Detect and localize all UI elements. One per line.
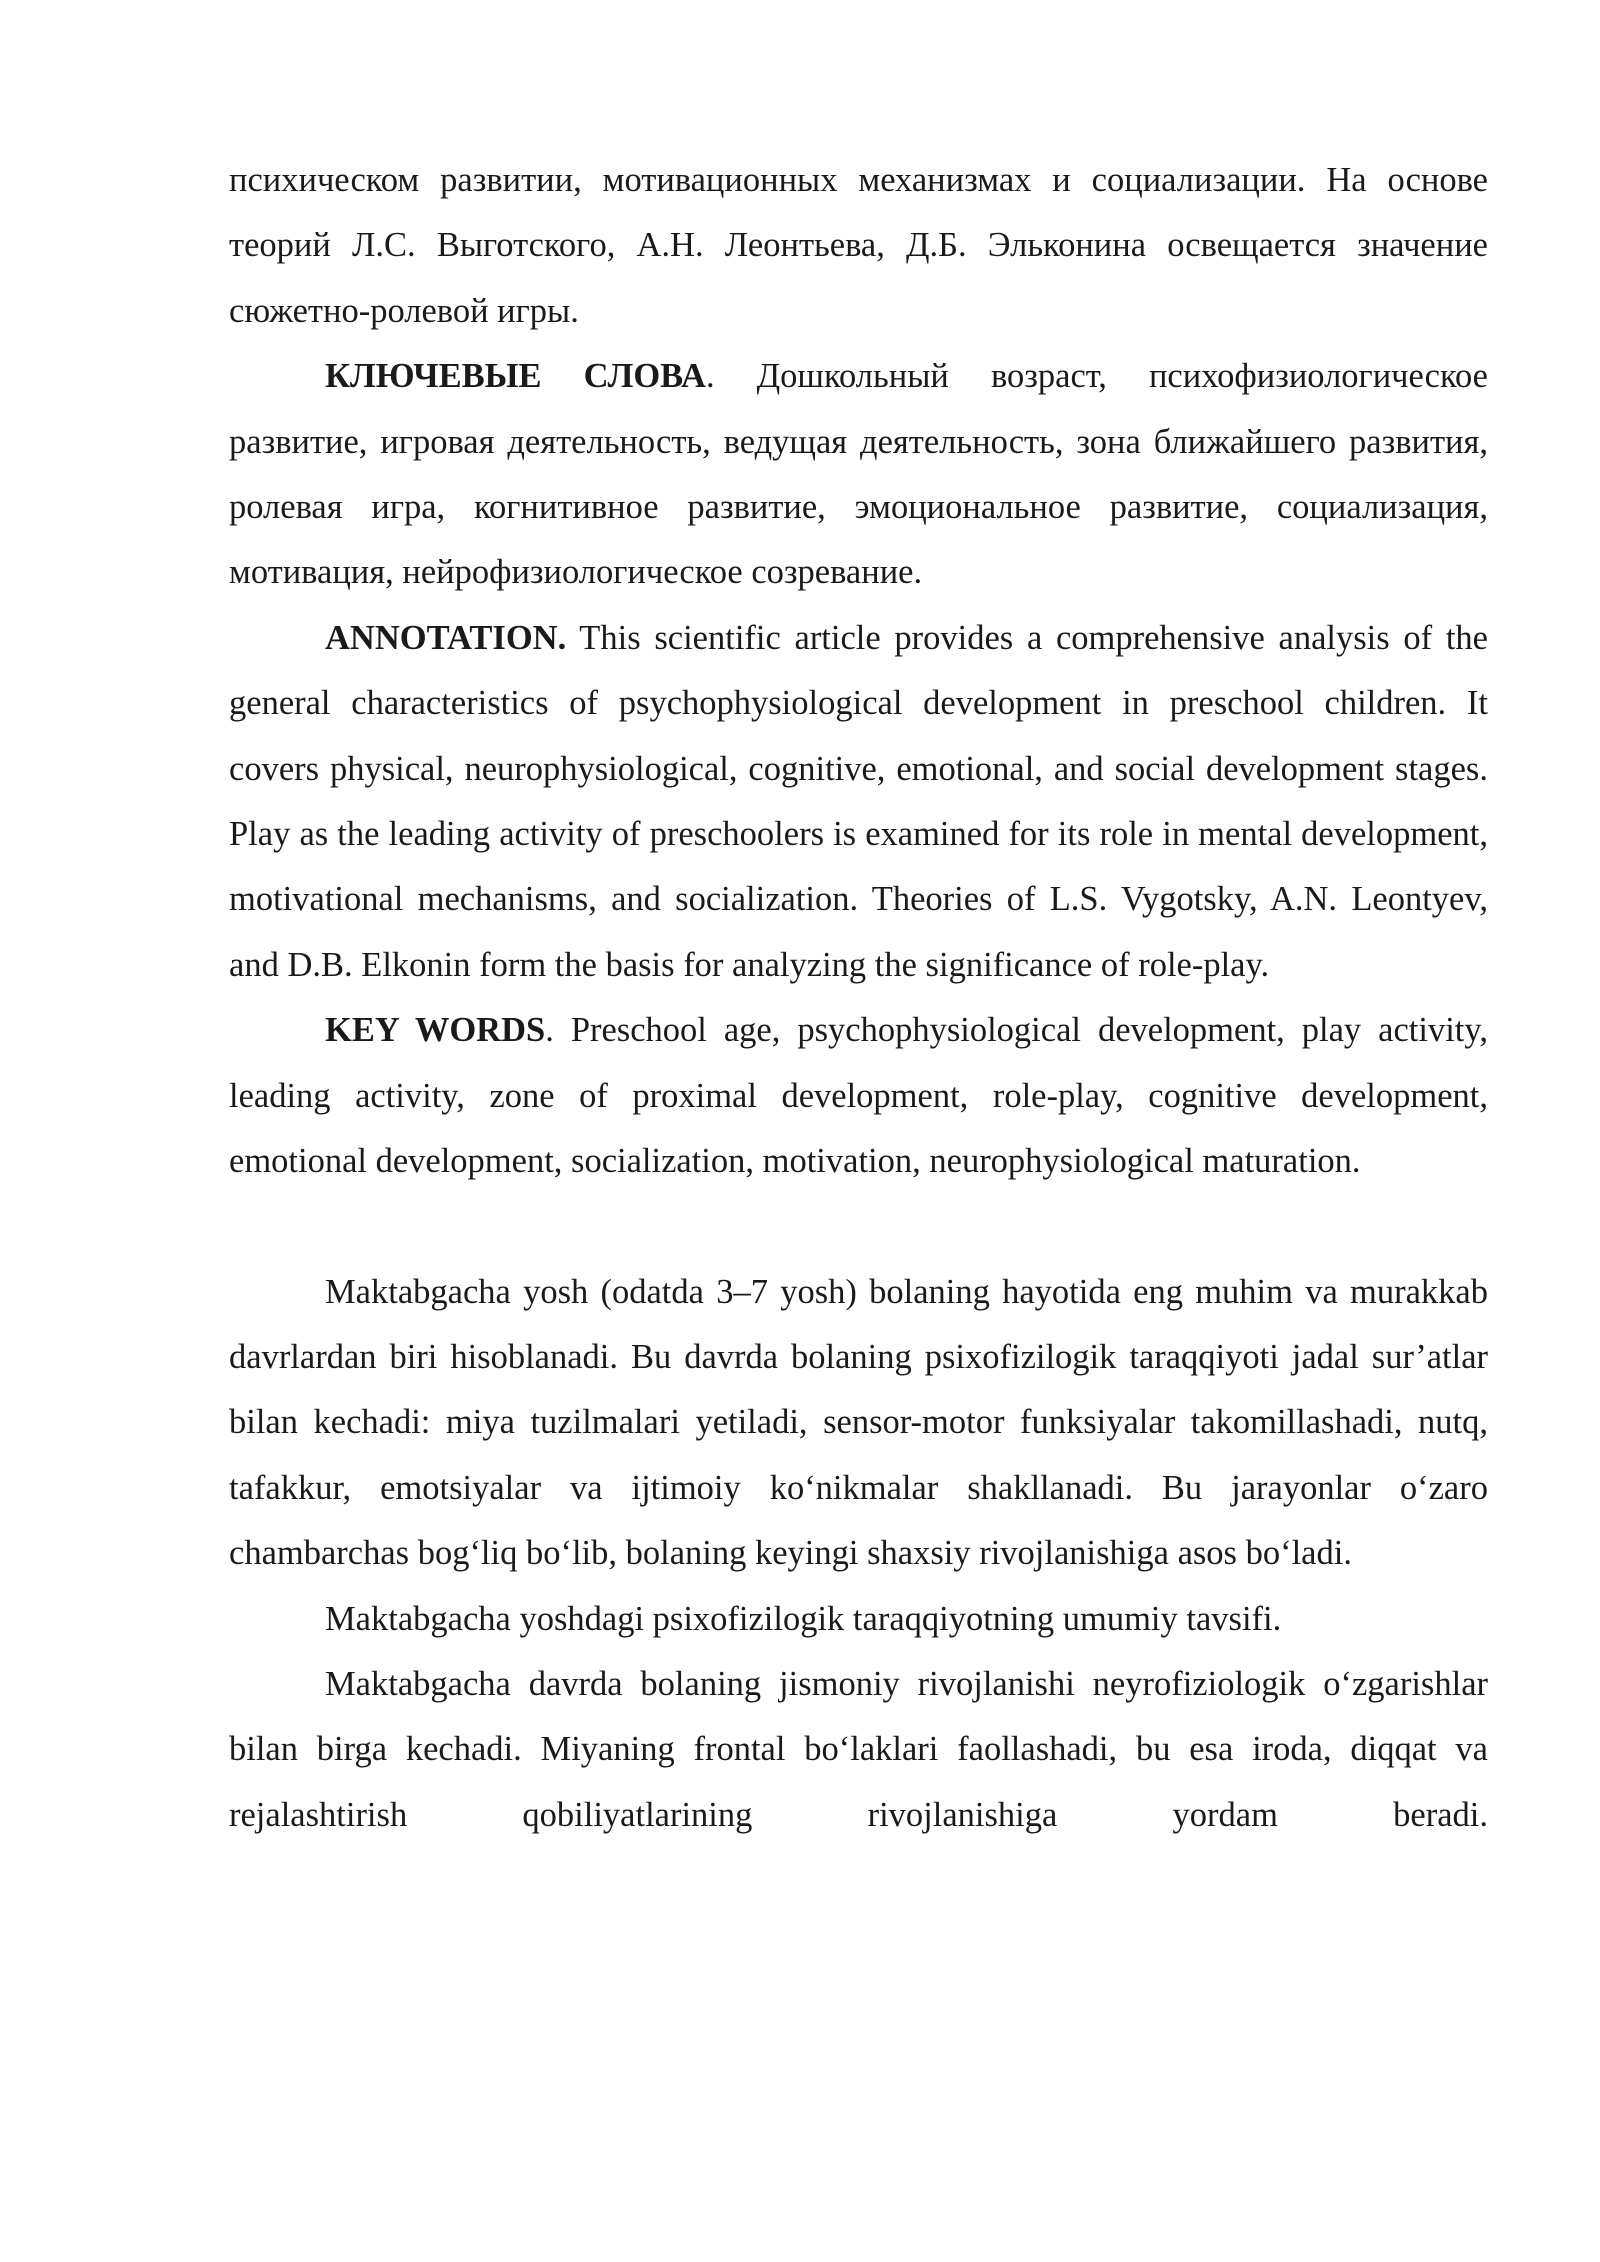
en-annotation-label: ANNOTATION. bbox=[325, 618, 567, 657]
en-annotation-text: This scientific article provides a comprehensive analysis of the general characteristics of psychophysiological development in preschool children. It covers physical, neurophysiological, cognitive, emotional, and social development stages. Play as the leading activity of preschoolers is examined for its role in mental development, motivational mechanisms, and socialization. Theories of L.S. Vygotsky, A.N. Leontyev, and D.B. Elkonin form the basis for analyzing the significance of role-play. bbox=[229, 618, 1488, 984]
en-keywords-paragraph bbox=[229, 998, 1488, 1194]
section-heading-paragraph: Maktabgacha yoshdagi psixofizilogik taraqqiyotning umumiy tavsifi. bbox=[325, 1599, 1282, 1638]
ru-keywords-text: . Дошкольный возраст, психофизиологическое развитие, игровая деятельность, ведущая деятельность, зона ближайшего развития, ролевая игра, когнитивное развитие, эмоциональное развитие, социализация, мотивация, нейрофизиологическое созревание. bbox=[229, 357, 1488, 592]
body-paragraph: Maktabgacha davrda bolaning jismoniy rivojlanishi neyrofiziologik o‘zgarishlar bilan birga kechadi. Miyaning frontal bo‘laklari faollashadi, bu esa iroda, diqqat va rejalashtirish qobiliyatlarining rivojlanishiga yordam beradi. bbox=[229, 1664, 1488, 1834]
ru-keywords-label: КЛЮЧЕВЫЕ СЛОВА bbox=[325, 357, 706, 396]
en-keywords-text: . Preschool age, psychophysiological development, play activity, leading activity, zone of proximal development, role-play, cognitive development, emotional development, socialization, motivation, neurophysiological maturation. bbox=[229, 1011, 1488, 1181]
ru-abstract-continuation: психическом развитии, мотивационных механизмах и социализации. На основе теорий Л.С. Выготского, А.Н. Леонтьева, Д.Б. Эльконина освещается значение сюжетно-ролевой игры. bbox=[229, 161, 1488, 330]
section-spacer bbox=[229, 1195, 1488, 1260]
ru-keywords-paragraph bbox=[229, 344, 1488, 606]
body-paragraph: Maktabgacha yosh (odatda 3–7 yosh) bolaning hayotida eng muhim va murakkab davrlardan biri hisoblanadi. Bu davrda bolaning psixofizilogik taraqqiyoti jadal sur’atlar bilan kechadi: miya tuzilmalari yetiladi, sensor-motor funksiyalar takomillashadi, nutq, tafakkur, emotsiyalar va ijtimoiy ko‘nikmalar shakllanadi. Bu jarayonlar o‘zaro chambarchas bog‘liq bo‘lib, bolaning keyingi shaxsiy rivojlanishiga asos bo‘ladi. bbox=[229, 1272, 1488, 1573]
en-keywords-label: KEY WORDS bbox=[325, 1011, 546, 1050]
en-annotation-paragraph bbox=[229, 606, 1488, 998]
document-page bbox=[229, 148, 1488, 1848]
